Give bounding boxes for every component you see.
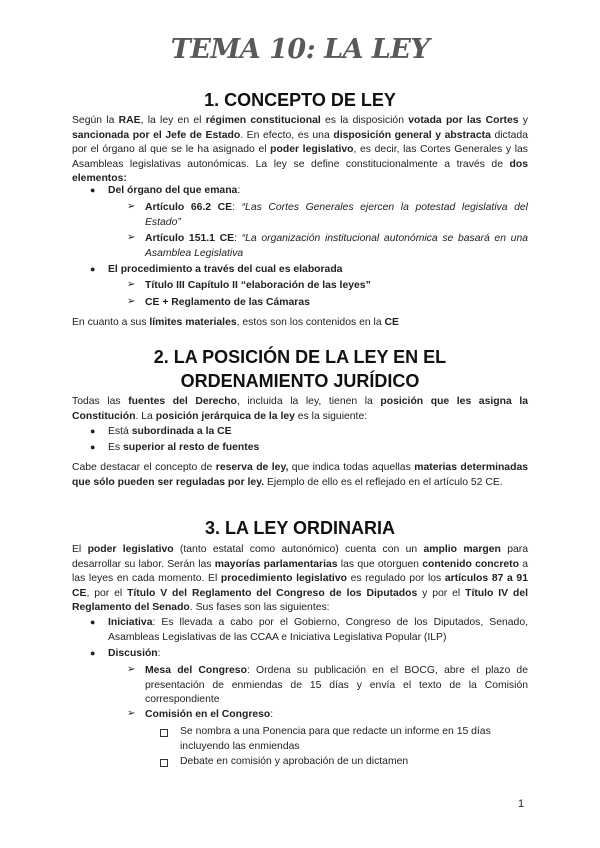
section-1-sub-bullet-2: Artículo 151.1 CE: “La organización institucional autonómica se basará en una Asamblea Legislativa (145, 233, 529, 259)
section-1-sub-bullet-4: CE + Reglamento de las Cámaras (145, 297, 310, 308)
arrow-bullet-icon: ➢ (127, 296, 136, 307)
section-3-bullet-2: Discusión: (108, 648, 161, 659)
section-3-sub-bullet-1: Mesa del Congreso: Ordena su publicación en el BOCG, abre el plazo de presentación de enmiendas de 15 días y envía el texto de la Comisión correspondiente (145, 665, 528, 705)
section-1-bullet-2: El procedimiento a través del cual es elaborada (108, 264, 343, 275)
section-1-sub-bullet-3: Título III Capítulo II “elaboración de las leyes” (145, 280, 371, 291)
arrow-bullet-icon: ➢ (127, 708, 136, 719)
section-3-paragraph-1: El poder legislativo (tanto estatal como autonómico) cuenta con un amplio margen para desarrollar su labor. Serán las mayorías parlamentarias las que otorguen contenido concreto a las leyes en cada momento. El procedimiento legislativo es regulado por los artículos 87 a 91 CE, por el Título V del Reglamento del Congreso de los Diputados y por el Título IV del Reglamento del Senado. Sus fases son las siguientes: (72, 544, 528, 613)
section-3-heading: 3. LA LEY ORDINARIA (204, 518, 396, 538)
section-1-sub-bullet-1: Artículo 66.2 CE: “Las Cortes Generales ejercen la potestad legislativa del Estado” (145, 202, 528, 228)
checkbox-bullet-icon (160, 729, 168, 737)
section-1-paragraph-2: En cuanto a sus límites materiales, estos son los contenidos en la CE (72, 317, 399, 328)
bullet-dot-icon: ● (90, 648, 96, 658)
section-3-bullet-1: Iniciativa: Es llevada a cabo por el Gobierno, Congreso de los Diputados, Senado, Asambleas Legislativas de las CCAA e Iniciativa Legislativa Popular (ILP) (108, 617, 528, 643)
bullet-dot-icon: ● (90, 426, 96, 436)
checkbox-bullet-icon (160, 759, 168, 767)
bullet-dot-icon: ● (90, 617, 96, 627)
section-3-checklist-item-2: Debate en comisión y aprobación de un dictamen (180, 756, 409, 767)
section-1-bullet-1: Del órgano del que emana: (108, 185, 241, 196)
document-title: TEMA 10: LA LEY (170, 34, 430, 65)
arrow-bullet-icon: ➢ (127, 201, 136, 212)
bullet-dot-icon: ● (90, 185, 96, 195)
section-1-heading: 1. CONCEPTO DE LEY (204, 90, 396, 110)
arrow-bullet-icon: ➢ (127, 279, 136, 290)
arrow-bullet-icon: ➢ (127, 664, 136, 675)
bullet-dot-icon: ● (90, 264, 96, 274)
arrow-bullet-icon: ➢ (127, 232, 136, 243)
page-number: 1 (518, 798, 525, 810)
section-2-heading: 2. LA POSICIÓN DE LA LEY EN EL ORDENAMIENTO JURÍDICO (153, 347, 447, 391)
section-3-sub-bullet-2: Comisión en el Congreso: (145, 709, 274, 720)
section-2-bullet-2: Es superior al resto de fuentes (108, 442, 260, 453)
section-2-bullet-1: Está subordinada a la CE (108, 426, 232, 437)
section-2-paragraph-2: Cabe destacar el concepto de reserva de ley, que indica todas aquellas materias determinadas que sólo pueden ser reguladas por ley. Ejemplo de ello es el reflejado en el artículo 52 CE. (72, 462, 528, 488)
bullet-dot-icon: ● (90, 442, 96, 452)
section-3-checklist-item-1: Se nombra a una Ponencia para que redacte un informe en 15 días incluyendo las enmiendas (180, 726, 491, 752)
section-1-paragraph-1: Según la RAE, la ley en el régimen constitucional es la disposición votada por las Cortes y sancionada por el Jefe de Estado. En efecto, es una disposición general y abstracta dictada por el órgano al que se le ha asignado el poder legislativo, es decir, las Cortes Generales y las Asambleas legislativas autonómicas. La ley se define constitucionalmente a través de dos elementos: (72, 115, 528, 184)
section-2-paragraph-1: Todas las fuentes del Derecho, incluida la ley, tienen la posición que les asigna la Constitución. La posición jerárquica de la ley es la siguiente: (72, 396, 528, 422)
